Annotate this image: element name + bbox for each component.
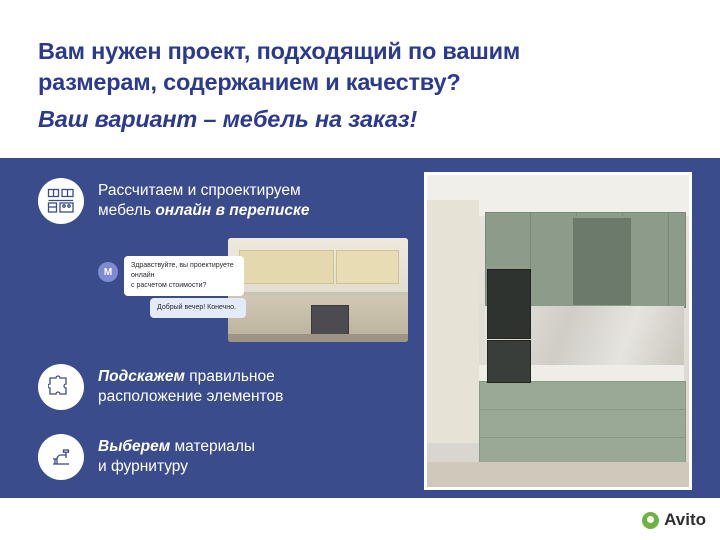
- chat-incoming-line-1: Здравствуйте, вы проектируете онлайн: [131, 262, 234, 280]
- feature-2-line-2: расположение элементов: [98, 388, 284, 406]
- headline-emphasis: Ваш вариант – мебель на заказ!: [38, 106, 418, 133]
- headline-line-1: Вам нужен проект, подходящий по вашим: [38, 38, 521, 64]
- chat-bubble-incoming: [124, 256, 244, 296]
- feature-2-rest: правильное: [184, 368, 275, 385]
- feature-item-materials: [38, 434, 408, 480]
- feature-2-emphasis: Подскажем: [98, 368, 185, 385]
- avito-watermark-text: Avito: [664, 510, 706, 529]
- content-panel: [0, 158, 720, 540]
- avito-watermark: [642, 510, 706, 530]
- chat-bubble-outgoing: Добрый вечер! Конечно.: [150, 298, 246, 318]
- feature-1-line-2-emphasis: онлайн в переписке: [155, 202, 310, 220]
- headline-line-2: размерам, содержанием и качеству?: [38, 68, 461, 95]
- faucet-icon: [38, 434, 84, 480]
- features-column: [38, 178, 408, 480]
- feature-1-line-1: Рассчитаем и спроектируем: [98, 182, 301, 199]
- kitchen-thumbnail-image: [228, 238, 408, 342]
- kitchen-photo: [424, 172, 692, 490]
- feature-3-rest: материалы: [170, 438, 256, 455]
- feature-3-emphasis: Выберем: [98, 438, 171, 455]
- feature-1-line-2-prefix: мебель: [98, 202, 156, 220]
- avatar: M: [98, 262, 118, 282]
- chat-mockup: [98, 238, 408, 342]
- footer: [0, 498, 720, 540]
- feature-text-layout-advice: [98, 364, 283, 407]
- page-title: [38, 36, 686, 135]
- feature-item-online-design: [38, 178, 408, 224]
- kitchen-furniture-icon: [38, 178, 84, 224]
- feature-text-online-design: [98, 178, 309, 221]
- puzzle-icon: [38, 364, 84, 410]
- header: [0, 0, 720, 158]
- chat-incoming-line-2: с расчетом стоимости?: [131, 282, 207, 290]
- avito-logo-icon: [642, 512, 659, 529]
- feature-text-materials: [98, 434, 255, 477]
- feature-item-layout-advice: [38, 364, 408, 410]
- content-panel-inner: [0, 158, 720, 540]
- feature-3-line-2: и фурнитуру: [98, 458, 189, 476]
